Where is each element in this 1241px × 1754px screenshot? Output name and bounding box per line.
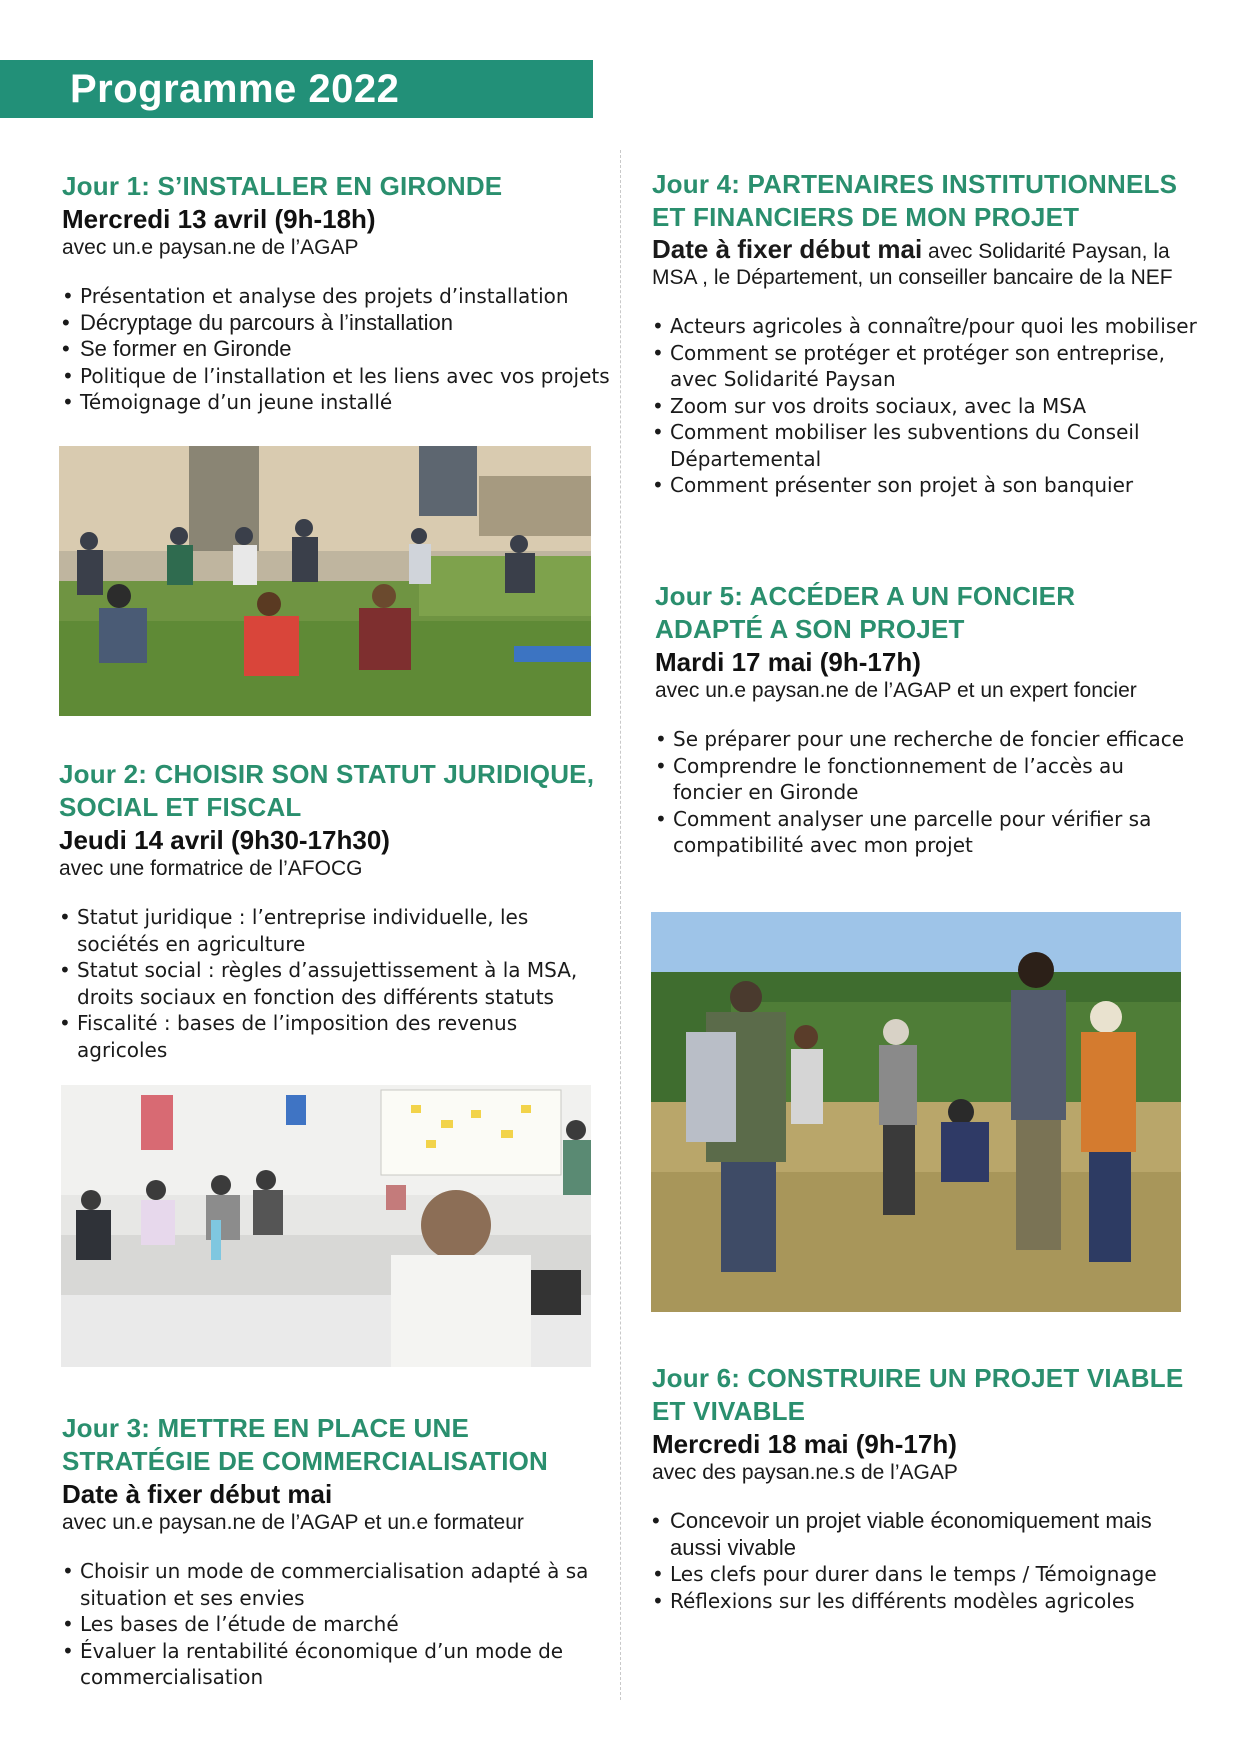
page-title: Programme 2022 bbox=[70, 67, 400, 111]
day-5-facilitator: avec un.e paysan.ne de l’AGAP et un expert foncier bbox=[655, 679, 1137, 702]
photo-group-in-field bbox=[651, 912, 1181, 1312]
day-2-title-line-1: Jour 2: CHOISIR SON STATUT JURIDIQUE, bbox=[59, 759, 595, 789]
day-2-date: Jeudi 14 avril (9h30-17h30) bbox=[59, 825, 390, 855]
bullet-item: • Décryptage du parcours à l’installation bbox=[62, 310, 622, 337]
photo-group-outdoor-courtyard bbox=[59, 446, 591, 716]
bullet-item: • Les bases de l’étude de marché bbox=[62, 1611, 602, 1638]
day-1-title: Jour 1: S’INSTALLER EN GIRONDE bbox=[62, 171, 503, 201]
day-5-title-line-2: ADAPTÉ A SON PROJET bbox=[655, 614, 965, 644]
bullet-item: • Les clefs pour durer dans le temps / Témoignage bbox=[652, 1561, 1192, 1588]
day-3-title-line-2: STRATÉGIE DE COMMERCIALISATION bbox=[62, 1446, 549, 1476]
day-2-title-line-2: SOCIAL ET FISCAL bbox=[59, 792, 302, 822]
bullet-item: • Acteurs agricoles à connaître/pour quoi les mobiliser bbox=[652, 313, 1212, 340]
day-2-bullets bbox=[59, 904, 579, 1063]
photo-classroom-training bbox=[61, 1085, 591, 1367]
day-3-title-line-1: Jour 3: METTRE EN PLACE UNE bbox=[62, 1413, 469, 1443]
bullet-item: • Concevoir un projet viable économiquement mais aussi vivable bbox=[652, 1508, 1192, 1561]
day-6-section bbox=[652, 1362, 1212, 1614]
day-3-section bbox=[62, 1412, 622, 1691]
bullet-item: • Statut juridique : l’entreprise individuelle, les sociétés en agriculture bbox=[59, 904, 579, 957]
day-6-title-line-1: Jour 6: CONSTRUIRE UN PROJET VIABLE bbox=[652, 1363, 1184, 1393]
day-5-section bbox=[655, 580, 1215, 859]
day-6-facilitator: avec des paysan.ne.s de l’AGAP bbox=[652, 1461, 958, 1484]
day-2-section bbox=[59, 758, 619, 1063]
bullet-item: • Réflexions sur les différents modèles agricoles bbox=[652, 1588, 1192, 1615]
bullet-item: • Statut social : règles d’assujettissement à la MSA, droits sociaux en fonction des différents statuts bbox=[59, 957, 579, 1010]
bullet-item: • Fiscalité : bases de l’imposition des revenus agricoles bbox=[59, 1010, 579, 1063]
bullet-item: • Comprendre le fonctionnement de l’accès au foncier en Gironde bbox=[655, 753, 1185, 806]
bullet-item: • Évaluer la rentabilité économique d’un mode de commercialisation bbox=[62, 1638, 602, 1691]
bullet-item: • Zoom sur vos droits sociaux, avec la MSA bbox=[652, 393, 1212, 420]
day-4-date: Date à fixer début mai bbox=[652, 234, 923, 264]
day-5-bullets bbox=[655, 726, 1185, 859]
day-4-bullets bbox=[652, 313, 1212, 499]
day-1-facilitator: avec un.e paysan.ne de l’AGAP bbox=[62, 236, 359, 259]
day-2-facilitator: avec une formatrice de l’AFOCG bbox=[59, 857, 363, 880]
day-6-bullets bbox=[652, 1508, 1192, 1614]
bullet-item: • Choisir un mode de commercialisation adapté à sa situation et ses envies bbox=[62, 1558, 602, 1611]
bullet-item: • Comment se protéger et protéger son entreprise, avec Solidarité Paysan bbox=[652, 340, 1212, 393]
day-4-title-line-2: ET FINANCIERS DE MON PROJET bbox=[652, 202, 1080, 232]
day-4-facilitator bbox=[652, 236, 1212, 291]
bullet-item: • Présentation et analyse des projets d’installation bbox=[62, 283, 622, 310]
day-3-bullets bbox=[62, 1558, 602, 1691]
day-1-date: Mercredi 13 avril (9h-18h) bbox=[62, 204, 376, 234]
bullet-item: • Témoignage d’un jeune installé bbox=[62, 389, 622, 416]
bullet-item: • Se préparer pour une recherche de foncier efficace bbox=[655, 726, 1185, 753]
day-3-date: Date à fixer début mai bbox=[62, 1479, 333, 1509]
day-6-title-line-2: ET VIVABLE bbox=[652, 1396, 806, 1426]
day-5-title-line-1: Jour 5: ACCÉDER A UN FONCIER bbox=[655, 581, 1076, 611]
day-1-bullets bbox=[62, 283, 622, 416]
day-4-section bbox=[652, 168, 1212, 499]
day-3-facilitator: avec un.e paysan.ne de l’AGAP et un.e formateur bbox=[62, 1511, 524, 1534]
bullet-item: • Comment présenter son projet à son banquier bbox=[652, 472, 1212, 499]
day-5-date: Mardi 17 mai (9h-17h) bbox=[655, 647, 921, 677]
day-4-title-line-1: Jour 4: PARTENAIRES INSTITUTIONNELS bbox=[652, 169, 1178, 199]
bullet-item: • Politique de l’installation et les liens avec vos projets bbox=[62, 363, 622, 390]
header-banner bbox=[0, 60, 593, 118]
day-1-section bbox=[62, 170, 622, 416]
day-4-partners: avec Solidarité Paysan, la MSA , le Département, un conseiller bancaire de la NEF bbox=[652, 240, 1173, 289]
bullet-item: • Comment analyser une parcelle pour vérifier sa compatibilité avec mon projet bbox=[655, 806, 1185, 859]
bullet-item: • Comment mobiliser les subventions du Conseil Départemental bbox=[652, 419, 1212, 472]
bullet-item: • Se former en Gironde bbox=[62, 336, 622, 363]
day-6-date: Mercredi 18 mai (9h-17h) bbox=[652, 1429, 957, 1459]
